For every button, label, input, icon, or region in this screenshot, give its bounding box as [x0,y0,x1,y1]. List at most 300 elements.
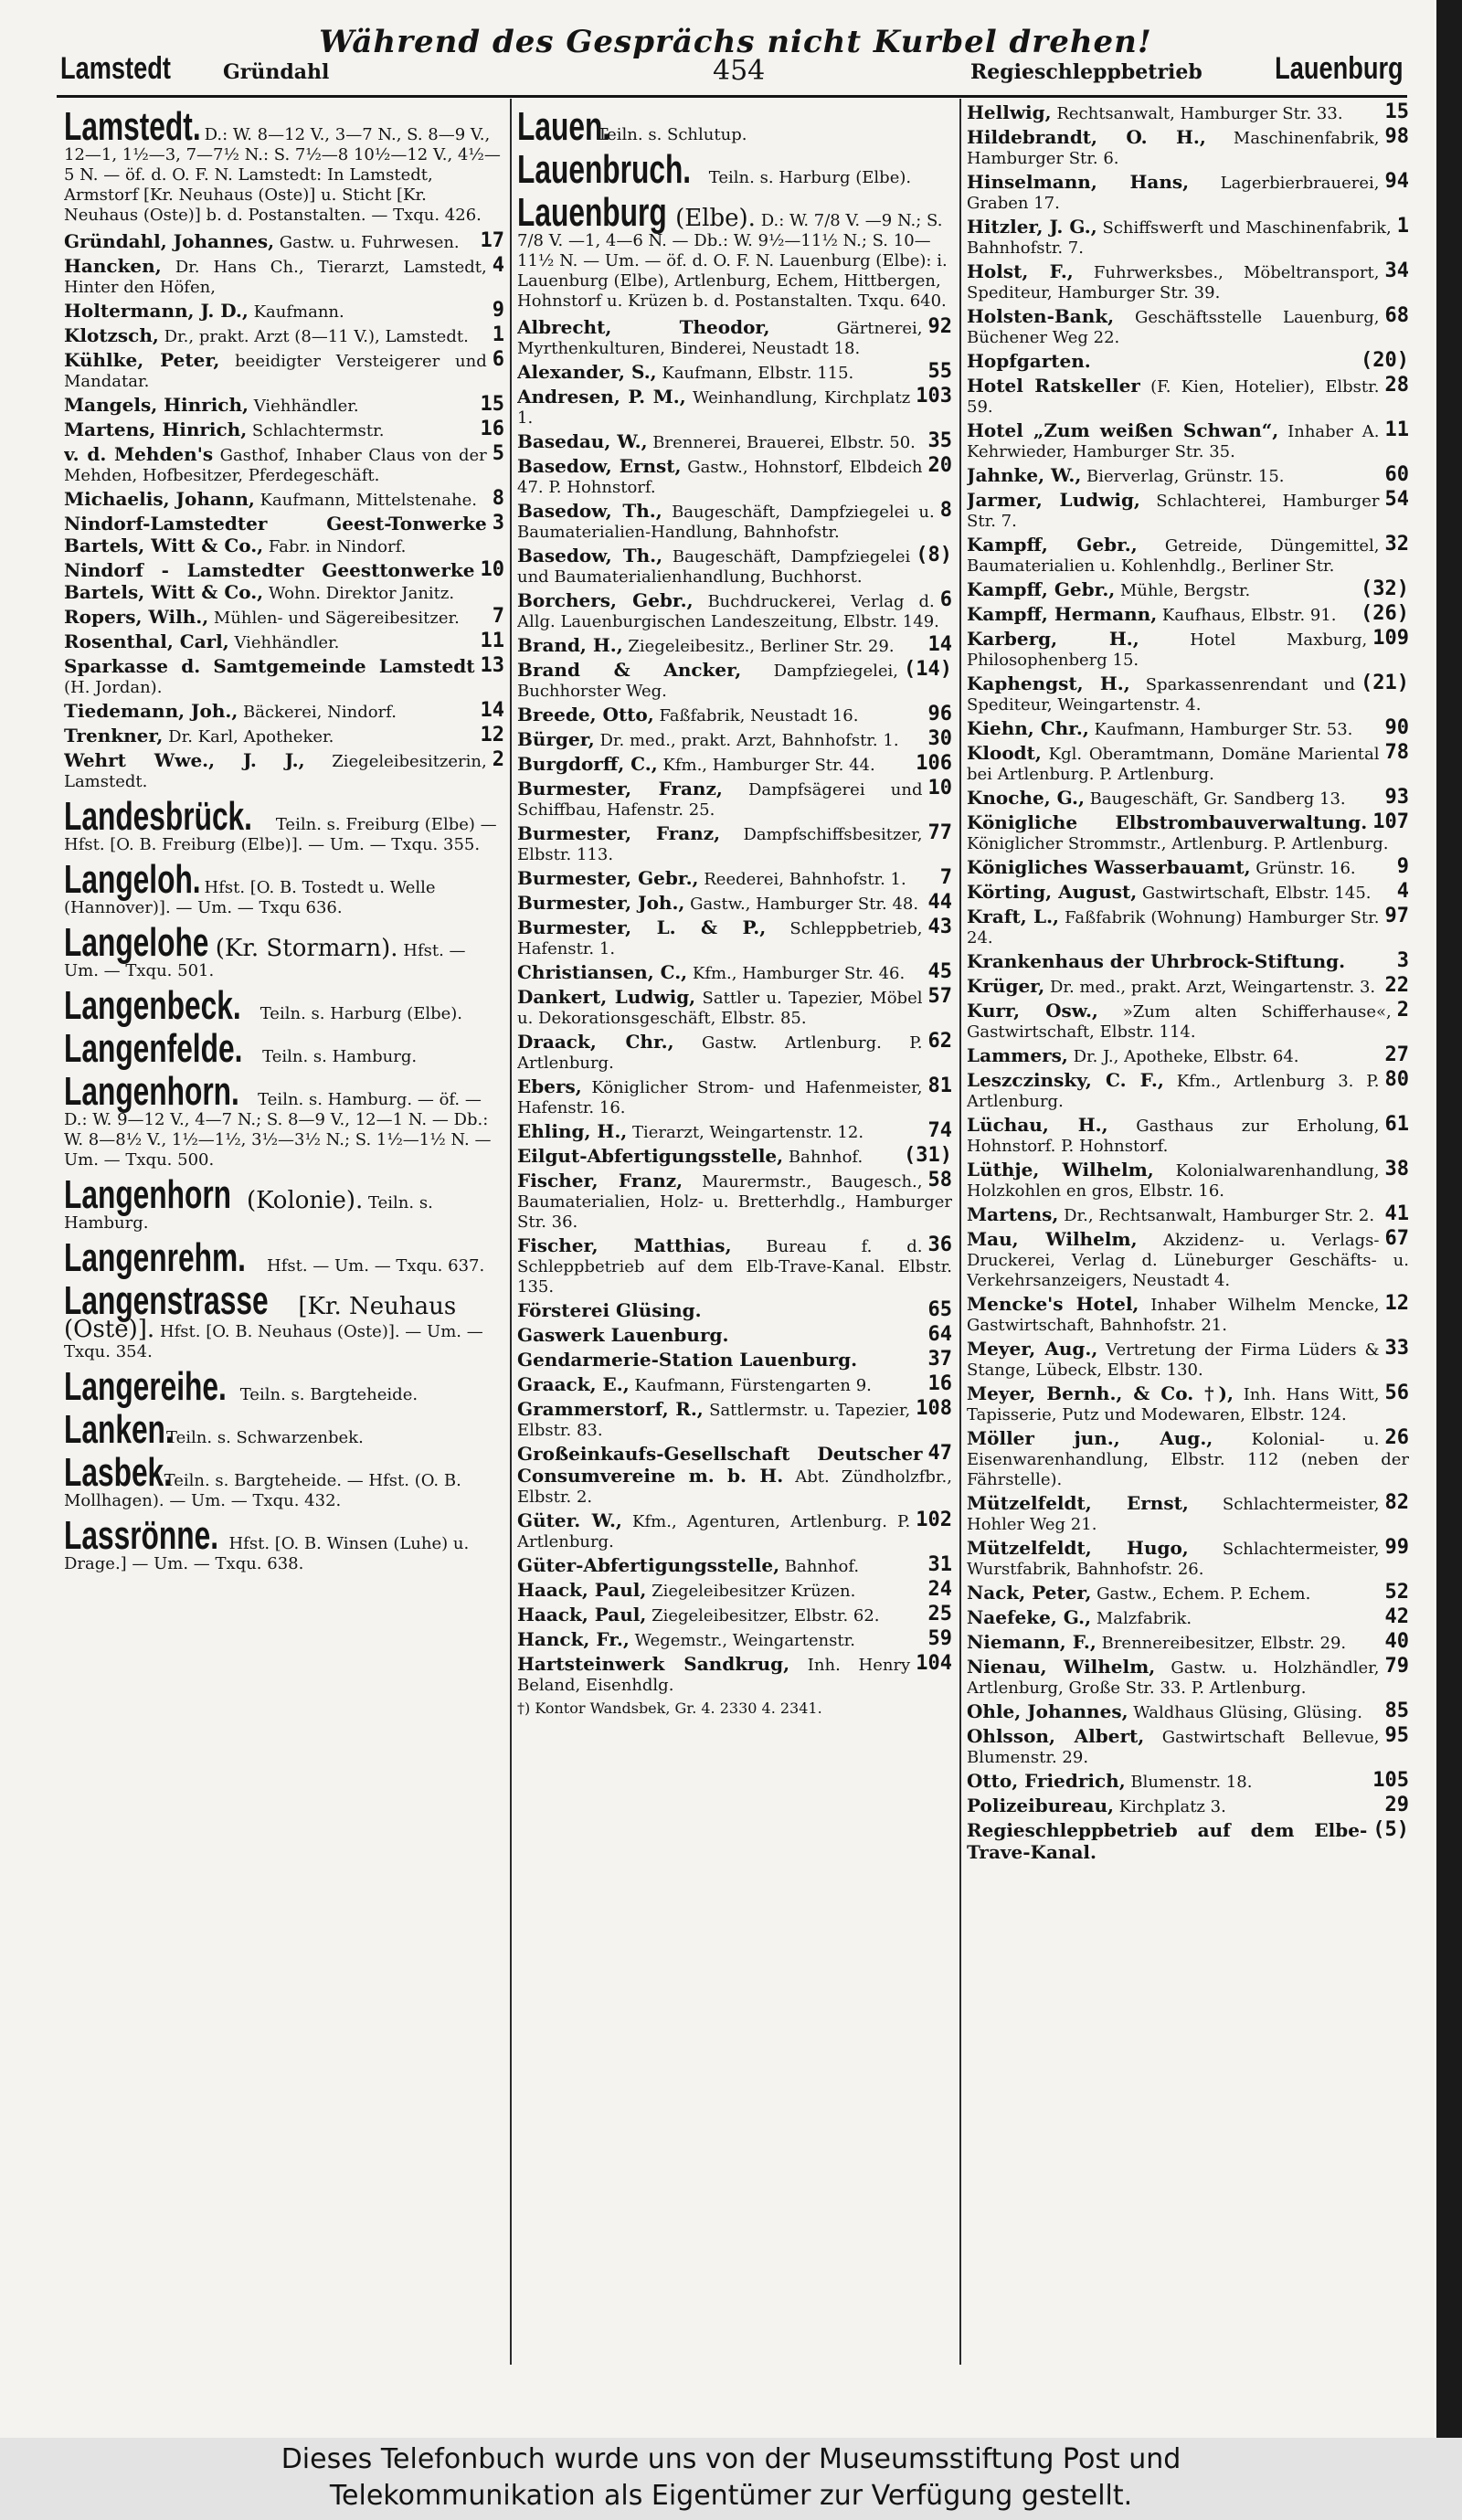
subscriber-name: Gaswerk Lauenburg. [517,1324,729,1346]
header-rule [57,95,1407,98]
subscriber-entry [64,725,504,747]
subscriber-name: Jarmer, Ludwig, [967,489,1140,511]
subscriber-entry [967,535,1409,577]
subscriber-entry [967,1701,1409,1723]
subscriber-details: Dr., prakt. Arzt (8—11 V.), Lamstedt. [164,327,469,346]
subscriber-details: Baugeschäft, Gr. Sandberg 13. [1089,789,1346,809]
place-heading [64,1407,504,1452]
phone-number: 14 [927,633,952,656]
subscriber-name: Kampff, Hermann, [967,603,1158,625]
subscriber-details: Gärtnerei, Myrthenkulturen, Binderei, Neustadt 18. [517,319,923,358]
subscriber-entry [517,1325,952,1347]
phone-number: 38 [1384,1158,1409,1181]
place-name: Lanken. [64,1407,174,1452]
phone-number: 37 [927,1348,952,1371]
subscriber-entry [967,1204,1409,1226]
footer-line-2: Telekommunikation als Eigentümer zur Verfügung gestellt. [329,2480,1133,2512]
place-heading [517,147,952,192]
subscriber-name: Nack, Peter, [967,1582,1092,1604]
subscriber-entry [517,317,952,359]
subscriber-entry [517,868,952,890]
subscriber-name: Martens, Hinrich, [64,418,248,440]
subscriber-details: Kolonialwarenhandlung, Holzkohlen en gros, Elbstr. 16. [967,1161,1380,1201]
phone-number: (14) [904,658,952,681]
place-info: Teiln. s. Schwarzenbek. [166,1428,364,1447]
phone-number: 13 [480,654,504,677]
place-heading [64,1172,504,1234]
phone-number: 4 [1396,880,1409,903]
subscriber-details: Tierarzt, Weingartenstr. 12. [632,1123,864,1142]
subscriber-details: Kfm., Artlenburg 3. P. Artlenburg. [967,1072,1380,1111]
subscriber-details: Abt. Zündholzfbr., Elbstr. 2. [517,1467,952,1507]
subscriber-name: Burmester, Joh., [517,892,685,914]
subscriber-details: Rechtsanwalt, Hamburger Str. 33. [1056,104,1343,123]
phone-number: 33 [1384,1337,1409,1360]
subscriber-name: Haack, Paul, [517,1604,647,1625]
subscriber-name: Kloodt, [967,742,1042,764]
subscriber-entry [64,350,504,392]
subscriber-name: Knoche, G., [967,787,1085,809]
subscriber-name: Fischer, Franz, [517,1170,683,1191]
subscriber-details: Kaufmann. [253,302,344,322]
phone-number: 43 [927,916,952,938]
subscriber-details: Maurermstr., Baugesch., Baumaterialien, Holz- u. Bretterhdlg., Hamburger Str. 36. [517,1172,952,1232]
phone-number: 3 [1396,949,1409,972]
subscriber-details: Vertretung der Firma Lüders & Stange, Lübeck, Elbstr. 130. [967,1340,1380,1380]
subscriber-entry [967,1607,1409,1629]
subscriber-entry [967,1583,1409,1604]
subscriber-details: Faßfabrik (Wohnung) Hamburger Str. 24. [967,908,1380,948]
phone-number: 60 [1384,463,1409,486]
subscriber-name: Mencke's Hotel, [967,1293,1139,1315]
subscriber-name: Dankert, Ludwig, [517,986,696,1008]
subscriber-details: Bureau f. d. Schleppbetrieb auf dem Elb-Trave-Kanal. Elbstr. 135. [517,1237,952,1297]
phone-number: 57 [927,985,952,1008]
subscriber-name: Lüchau, H., [967,1114,1108,1136]
subscriber-name: Brand & Ancker, [517,659,742,681]
subscriber-entry [517,1399,952,1441]
subscriber-details: Waldhaus Glüsing, Glüsing. [1133,1703,1362,1722]
subscriber-entry [967,951,1409,973]
subscriber-details: Gastwirtschaft, Elbstr. 145. [1141,884,1372,903]
subscriber-details: Gastwirtschaft Bellevue, Blumenstr. 29. [967,1728,1380,1767]
subscriber-details: Gastw., Echem. P. Echem. [1096,1584,1311,1604]
subscriber-name: Christiansen, C., [517,961,688,983]
subscriber-name: Güter. W., [517,1509,622,1531]
phone-number: 32 [1384,533,1409,556]
subscriber-entry [517,1300,952,1322]
subscriber-details: Brennerei, Brauerei, Elbstr. 50. [652,433,916,452]
subscriber-name: Kampff, Gebr., [967,534,1138,556]
subscriber-name: Martens, [967,1203,1059,1225]
subscriber-entry [967,102,1409,124]
subscriber-name: Nienau, Wilhelm, [967,1656,1156,1678]
subscriber-entry [967,420,1409,462]
phone-number: 16 [927,1372,952,1395]
subscriber-entry [517,1604,952,1626]
subscriber-name: Krüger, [967,975,1045,997]
phone-number: 7 [492,605,504,628]
subscriber-entry [517,893,952,915]
phone-number: 61 [1384,1113,1409,1136]
subscriber-details: Schlachtermstr. [251,421,385,440]
subscriber-details: Wohn. Direktor Janitz. [268,584,455,603]
subscriber-name: Meyer, Aug., [967,1338,1098,1360]
phone-number: 105 [1372,1769,1409,1792]
phone-number: 35 [927,429,952,452]
subscriber-entry [517,1654,952,1696]
phone-number: 82 [1384,1491,1409,1514]
header-right-name: Regieschleppbetrieb [970,60,1202,84]
phone-number: 1 [492,323,504,346]
place-suffix: (Kr. Stormarn). [215,935,398,962]
subscriber-name: Andresen, P. M., [517,386,686,408]
column-divider [959,99,961,2365]
subscriber-details: Dr. med., prakt. Arzt, Weingartenstr. 3. [1049,978,1376,997]
subscriber-entry [517,635,952,657]
subscriber-entry [517,704,952,726]
place-name: Lauenburg [517,190,667,235]
subscriber-name: Basedow, Th., [517,500,662,522]
subscriber-entry [967,1795,1409,1817]
subscriber-entry [967,1294,1409,1336]
subscriber-entry [64,701,504,723]
subscriber-name: Grammerstorf, R., [517,1398,704,1420]
subscriber-name: Basedau, W., [517,430,648,452]
subscriber-details: Baugeschäft, Dampfziegelei und Baumaterialienhandlung, Buchhorst. [517,547,911,587]
subscriber-entry [517,1444,952,1508]
subscriber-entry [967,1493,1409,1535]
subscriber-details: Mühlen- und Sägereibesitzer. [213,609,460,628]
subscriber-name: Graack, E., [517,1373,630,1395]
phone-number: 74 [927,1119,952,1142]
place-suffix: (Kolonie). [246,1187,364,1214]
subscriber-name: Hinselmann, Hans, [967,171,1190,193]
phone-number: 80 [1384,1068,1409,1091]
subscriber-entry [517,1580,952,1602]
subscriber-name: Mützelfeldt, Ernst, [967,1492,1189,1514]
phone-number: 24 [927,1578,952,1601]
place-heading [64,1364,504,1409]
subscriber-details: Sattlermstr. u. Tapezier, Elbstr. 83. [517,1401,911,1440]
phone-number: 25 [927,1603,952,1625]
subscriber-details: Wegemstr., Weingartenstr. [634,1631,855,1650]
subscriber-name: Hotel Ratskeller [967,375,1140,397]
phone-number: 109 [1372,627,1409,650]
subscriber-details: Fabr. in Nindorf. [268,537,407,556]
subscriber-entry [967,376,1409,418]
phone-number: 58 [927,1169,952,1191]
subscriber-entry [967,1045,1409,1067]
subscriber-name: Meyer, Bernh., & Co. †), [967,1382,1234,1404]
subscriber-entry [967,351,1409,373]
place-heading [64,1278,504,1362]
subscriber-entry [967,1159,1409,1202]
subscriber-entry [967,812,1409,854]
subscriber-entry [967,673,1409,715]
subscriber-name: Niemann, F., [967,1631,1096,1653]
subscriber-name: Breede, Otto, [517,704,654,725]
subscriber-entry [967,579,1409,601]
subscriber-name: Hildebrandt, O. H., [967,126,1206,148]
place-info: Hfst. — Um. — Txqu. 637. [267,1256,485,1276]
subscriber-details: Baugeschäft, Dampfziegelei u. Baumaterialien-Handlung, Bahnhofstr. [517,503,935,542]
subscriber-entry [64,419,504,441]
footnote: †) Kontor Wandsbek, Gr. 4. 2330 4. 2341. [517,1699,822,1717]
phone-number: 107 [1372,810,1409,833]
subscriber-name: Kurr, Osw., [967,1000,1098,1022]
subscriber-name: Burmester, Gebr., [517,867,699,889]
phone-number: 34 [1384,259,1409,282]
phone-number: 65 [927,1298,952,1321]
subscriber-details: Gasthof, Inhaber Claus von der Mehden, Hofbesitzer, Pferdegeschäft. [64,446,487,485]
subscriber-name: Mützelfeldt, Hugo, [967,1537,1189,1559]
subscriber-name: Holst, F., [967,260,1074,282]
subscriber-name: Leszczinsky, C. F., [967,1069,1164,1091]
phone-number: (26) [1361,602,1409,625]
place-name: Langenrehm. [64,1235,246,1280]
phone-number: 29 [1384,1794,1409,1816]
subscriber-name: Bürger, [517,728,595,750]
place-info: Teiln. s. Hamburg. — öf. — D.: W. 9—12 V., 4—7 N.; S. 8—9 V., 12—1 N. — Db.: W. 8—8½ V., 1½—1½, 3½—3½ N.; S. 1½—1½ N. — Um. — Txqu. 500. [64,1090,492,1170]
place-info: Hfst. [O. B. Neuhaus (Oste)]. — Um. — Txqu. 354. [64,1322,483,1361]
subscriber-details: Schlachtermeister, Wurstfabrik, Bahnhofstr. 26. [967,1540,1380,1579]
subscriber-details: Reederei, Bahnhofstr. 1. [704,870,906,889]
subscriber-name: Burmester, L. & P., [517,916,767,938]
phone-number: 28 [1384,374,1409,397]
subscriber-entry [967,490,1409,532]
subscriber-name: Nindorf-Lamstedter Geest-Tonwerke Bartels, Witt & Co., [64,513,487,556]
place-name: Langenfelde. [64,1026,243,1071]
subscriber-name: Gründahl, Johannes, [64,230,275,252]
subscriber-details: Kaufmann, Elbstr. 115. [662,364,854,383]
subscriber-entry [517,386,952,429]
subscriber-details: Getreide, Düngemittel, Baumaterialien u. Kohlenhdlg., Berliner Str. [967,536,1380,576]
subscriber-details: Viehhändler. [234,633,340,652]
subscriber-name: Jahnke, W., [967,464,1082,486]
subscriber-entry [967,465,1409,487]
subscriber-details: Brennereibesitzer, Elbstr. 29. [1101,1634,1347,1653]
footer-line-1: Dieses Telefonbuch wurde uns von der Museumsstiftung Post und [281,2443,1181,2475]
place-info: Teiln. s. Harburg (Elbe). [260,1004,463,1023]
subscriber-entry [517,590,952,632]
place-info: Teiln. s. Bargteheide. — Hfst. (O. B. Mollhagen). — Um. — Txqu. 432. [64,1471,461,1510]
phone-number: 4 [492,254,504,277]
subscriber-name: Möller jun., Aug., [967,1427,1213,1449]
subscriber-entry [64,301,504,323]
subscriber-details: Kgl. Oberamtmann, Domäne Mariental bei Artlenburg. P. Artlenburg. [967,745,1380,784]
header-left-name: Gründahl [223,60,330,84]
phone-number: 106 [916,752,952,775]
subscriber-name: Basedow, Th., [517,545,663,566]
phone-number: 55 [927,360,952,383]
subscriber-details: Bahnhof. [784,1557,860,1576]
subscriber-name: Ohle, Johannes, [967,1700,1128,1722]
subscriber-details: Sattler u. Tapezier, Möbel u. Dekorationsgeschäft, Elbstr. 85. [517,989,923,1028]
subscriber-name: Albrecht, Theodor, [517,316,770,338]
place-name: Langenhorn. [64,1069,239,1114]
phone-number: 6 [939,588,952,611]
subscriber-entry [967,127,1409,169]
subscriber-details: Ziegeleibesitzer, Elbstr. 62. [652,1606,880,1625]
subscriber-entry [64,325,504,347]
subscriber-details: Bierverlag, Grünstr. 15. [1086,467,1285,486]
phone-number: (32) [1361,577,1409,600]
phone-number: 8 [939,499,952,522]
subscriber-name: Gendarmerie-Station Lauenburg. [517,1349,858,1371]
place-info: Hfst. [O. B. Winsen (Luhe) u. Drage.] — Um. — Txqu. 638. [64,1534,470,1573]
phone-number: 47 [927,1442,952,1465]
subscriber-entry [967,1070,1409,1112]
subscriber-name: Haack, Paul, [517,1579,647,1601]
subscriber-details: Dr. med., prakt. Arzt, Bahnhofstr. 1. [599,731,899,750]
phone-number: 9 [492,299,504,322]
phone-number: (20) [1361,349,1409,372]
subscriber-name: Rosenthal, Carl, [64,630,229,652]
subscriber-details: beeidigter Versteigerer und Mandatar. [64,352,487,391]
subscriber-entry [967,1428,1409,1490]
phone-number: 1 [1396,215,1409,238]
subscriber-details: Kaufmann, Fürstengarten 9. [634,1376,872,1395]
subscriber-entry [517,1374,952,1396]
place-info: D.: W. 8—12 V., 3—7 N., S. 8—9 V., 12—1, 1½—3, 7—7½ N.: S. 7½—8 10½—12 V., 4½—5 N. — öf. d. O. F. N. Lamstedt: In Lamstedt, Armstorf [Kr. Neuhaus (Oste)] u. Sticht [Kr. Neuhaus (Oste)] b. d. Postanstalten. — Txqu. 426. [64,125,501,225]
subscriber-details: Geschäftsstelle Lauenburg, Büchener Weg 22. [967,308,1380,347]
subscriber-name: Kühlke, Peter, [64,349,220,371]
running-header [60,51,1404,93]
subscriber-entry [517,1235,952,1297]
place-heading [64,920,504,981]
place-name: Lassrönne. [64,1513,219,1558]
subscriber-details: Schiffswerft und Maschinenfabrik, Bahnhofstr. 7. [967,218,1392,258]
subscriber-name: Polizeibureau, [967,1795,1114,1816]
subscriber-name: Kiehn, Chr., [967,717,1089,739]
subscriber-entry [64,656,504,698]
subscriber-details: Weinhandlung, Kirchplatz 1. [517,388,911,428]
place-info: Hfst. [O. B. Tostedt u. Welle (Hannover)]. — Um. — Txqu 636. [64,878,436,917]
subscriber-name: Ropers, Wilh., [64,606,209,628]
subscriber-name: Naefeke, G., [967,1606,1092,1628]
place-info: Teiln. s. Schlutup. [597,125,747,144]
place-name: Langereihe. [64,1364,227,1409]
subscriber-entry [967,1632,1409,1654]
subscriber-name: Ohlsson, Albert, [967,1725,1145,1747]
subscriber-entry [967,1771,1409,1793]
subscriber-entry [517,1350,952,1371]
subscriber-details: Blumenstr. 18. [1130,1773,1253,1792]
subscriber-details: Ziegeleibesitzerin, Lamstedt. [64,752,487,791]
subscriber-entry [967,1115,1409,1157]
subscriber-details: Ziegeleibesitzer Krüzen. [652,1582,856,1601]
phone-number: 90 [1384,716,1409,739]
subscriber-details: Inh. Hans Witt, Tapisserie, Putz und Modewaren, Elbstr. 124. [967,1385,1380,1424]
phone-number: 20 [927,454,952,477]
subscriber-entry [517,501,952,543]
subscriber-entry [64,607,504,629]
phone-number: 94 [1384,170,1409,193]
subscriber-entry [967,882,1409,904]
phone-number: 3 [492,512,504,535]
subscriber-details: Dr. Karl, Apotheker. [168,727,334,746]
subscriber-name: Borchers, Gebr., [517,589,694,611]
phone-number: 77 [927,821,952,844]
subscriber-name: Holtermann, J. D., [64,300,249,322]
place-info: Hfst. — Um. — Txqu. 501. [64,941,466,980]
subscriber-name: Holsten-Bank, [967,305,1115,327]
phone-number: 6 [492,348,504,371]
phone-number: 62 [927,1030,952,1053]
subscriber-name: Hartsteinwerk Sandkrug, [517,1653,790,1675]
subscriber-entry [64,560,504,604]
phone-number: 31 [927,1553,952,1576]
page-top-notice: Während des Gesprächs nicht Kurbel drehen! [319,24,1152,60]
subscriber-name: Draack, Chr., [517,1031,674,1053]
place-heading [64,1513,504,1574]
subscriber-entry [517,778,952,821]
subscriber-entry [517,987,952,1029]
subscriber-name: Ebers, [517,1075,582,1097]
place-info: D.: W. 7/8 V. —9 N.; S. 7/8 V. —1, 4—6 N. — Db.: W. 9½—11½ N.; S. 10—11½ N. — Um. — öf. d. O. F. N. Lauenburg (Elbe): i. Lauenburg (Elbe), Artlenburg, Echem, Hittbergen, Hohnstorf u. Krüzen b. d. Postanstalten. Txqu. 640. [517,211,948,311]
place-heading [517,104,952,149]
phone-number: 10 [927,777,952,799]
phone-number: 30 [927,727,952,750]
phone-number: 64 [927,1323,952,1346]
subscriber-details: Lagerbierbrauerei, Graben 17. [967,174,1380,213]
subscriber-name: Burmester, Franz, [517,778,723,799]
phone-number: 9 [1396,855,1409,878]
phone-number: 36 [927,1234,952,1256]
subscriber-name: v. d. Mehden's [64,443,214,465]
subscriber-details: Mühle, Bergstr. [1119,581,1251,600]
archive-footer [0,2438,1462,2520]
subscriber-name: Eilgut-Abfertigungsstelle, [517,1145,784,1167]
subscriber-name: Kampff, Gebr., [967,578,1116,600]
phone-number: 11 [1384,418,1409,441]
phone-number: 54 [1384,488,1409,511]
subscriber-entry [517,962,952,984]
subscriber-details: Faßfabrik, Neustadt 16. [659,706,859,725]
subscriber-details: Dr., Rechtsanwalt, Hamburger Str. 2. [1064,1206,1375,1225]
subscriber-details: Gastw., Hohnstorf, Elbdeich 47. P. Hohnstorf. [517,458,923,497]
phone-number: 59 [927,1627,952,1650]
subscriber-entry [967,976,1409,998]
subscriber-details: Kfm., Hamburger Str. 46. [692,964,906,983]
subscriber-entry [64,489,504,511]
subscriber-details: Sparkassenrendant und Spediteur, Weingartenstr. 4. [967,675,1356,715]
subscriber-entry [517,545,952,588]
subscriber-entry [967,629,1409,671]
subscriber-details: Dampfschiffsbesitzer, Elbstr. 113. [517,825,923,864]
phone-number: 22 [1384,974,1409,997]
subscriber-name: Tiedemann, Joh., [64,700,238,722]
book-binding-edge [1436,0,1462,2438]
phone-number: 17 [480,229,504,252]
phone-number: 102 [916,1509,952,1531]
subscriber-name: Königliche Elbstrombauverwaltung. [967,811,1368,833]
phone-number: 56 [1384,1382,1409,1404]
subscriber-name: Nindorf - Lamstedter Geesttonwerke Bartels, Witt & Co., [64,559,475,603]
phone-number: 97 [1384,905,1409,927]
place-name: Langenhorn [64,1172,232,1217]
subscriber-details: (H. Jordan). [64,678,163,697]
place-info: Teiln. s. Freiburg (Elbe) — Hfst. [O. B. Freiburg (Elbe)]. — Um. — Txqu. 355. [64,815,497,854]
subscriber-name: Mau, Wilhelm, [967,1228,1138,1250]
phone-number: 40 [1384,1630,1409,1653]
phone-number: (21) [1361,672,1409,694]
place-heading [64,104,504,226]
place-heading [64,1450,504,1511]
phone-number: 5 [492,442,504,465]
subscriber-details: Inhaber A. Kehrwieder, Hamburger Str. 35. [967,422,1380,461]
